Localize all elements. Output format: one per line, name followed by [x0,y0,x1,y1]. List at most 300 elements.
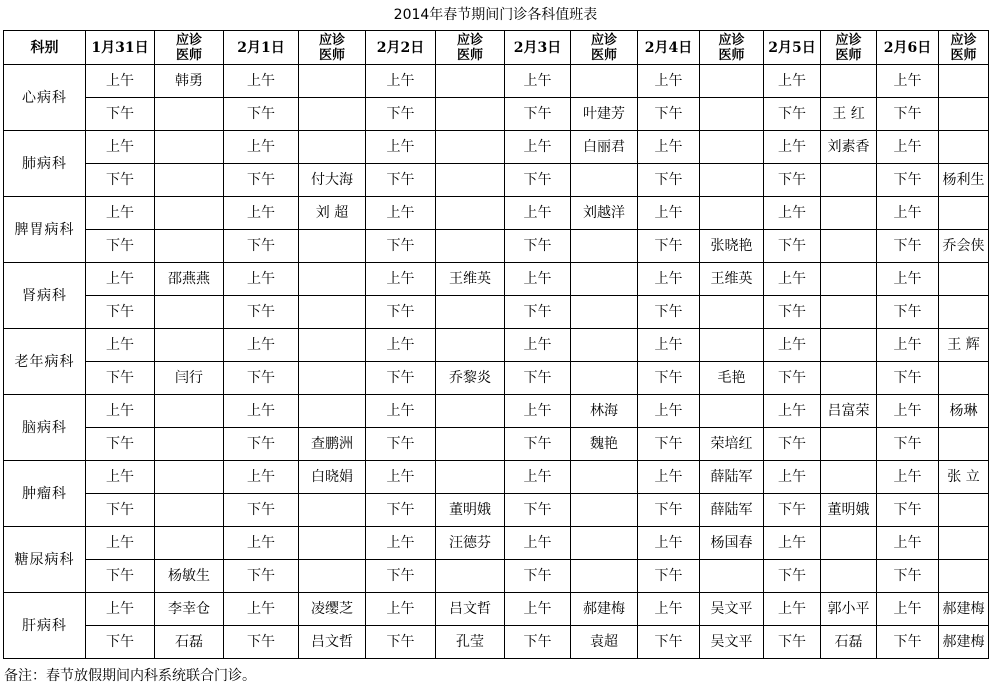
shift-cell: 上午 [877,395,939,428]
header-doctor-top: 应诊 [456,32,483,48]
doctor-cell [939,131,989,164]
doctor-cell [700,98,764,131]
doctor-cell [436,560,505,593]
header-doctor-bottom: 医师 [175,47,202,63]
shift-cell: 下午 [366,560,436,593]
department-name: 脑病科 [4,395,86,461]
doctor-cell [155,164,224,197]
doctor-cell: 董明娥 [436,494,505,527]
table-row [4,626,989,659]
doctor-cell [571,329,638,362]
doctor-cell [436,164,505,197]
shift-cell: 上午 [224,65,299,98]
department-name: 肺病科 [4,131,86,197]
doctor-cell [155,230,224,263]
shift-cell: 上午 [638,461,700,494]
shift-cell: 上午 [86,263,155,296]
shift-cell: 上午 [366,461,436,494]
header-day: 2月3日 [505,31,571,65]
shift-cell: 下午 [764,494,821,527]
header-day: 2月6日 [877,31,939,65]
shift-cell: 上午 [86,329,155,362]
header-doctor-top: 应诊 [590,32,617,48]
table-row [4,395,989,428]
doctor-cell [821,230,877,263]
shift-cell: 上午 [764,593,821,626]
header-doctor [571,31,638,65]
doctor-cell [299,230,366,263]
doctor-cell [299,65,366,98]
shift-cell: 上午 [877,527,939,560]
shift-cell: 下午 [638,98,700,131]
doctor-cell [299,98,366,131]
shift-cell: 下午 [638,494,700,527]
doctor-cell: 毛艳 [700,362,764,395]
table-row [4,329,989,362]
department-name: 肾病科 [4,263,86,329]
doctor-cell: 张晓艳 [700,230,764,263]
shift-cell: 下午 [86,164,155,197]
shift-cell: 上午 [86,197,155,230]
header-doctor-top: 应诊 [835,32,862,48]
doctor-cell: 郝建梅 [571,593,638,626]
doctor-cell: 李幸仓 [155,593,224,626]
shift-cell: 下午 [638,164,700,197]
shift-cell: 下午 [638,296,700,329]
doctor-cell: 林海 [571,395,638,428]
doctor-cell [700,164,764,197]
shift-cell: 下午 [224,362,299,395]
department-name: 糖尿病科 [4,527,86,593]
doctor-cell [299,527,366,560]
shift-cell: 上午 [86,461,155,494]
doctor-cell [436,131,505,164]
table-row [4,263,989,296]
shift-cell: 上午 [877,329,939,362]
doctor-cell [939,98,989,131]
doctor-cell [939,197,989,230]
shift-cell: 上午 [86,527,155,560]
shift-cell: 上午 [877,197,939,230]
shift-cell: 下午 [366,230,436,263]
table-row [4,527,989,560]
shift-cell: 上午 [224,263,299,296]
doctor-cell [821,362,877,395]
shift-cell: 上午 [505,329,571,362]
table-row [4,428,989,461]
shift-cell: 下午 [638,230,700,263]
doctor-cell [299,131,366,164]
shift-cell: 下午 [638,362,700,395]
shift-cell: 下午 [86,98,155,131]
shift-cell: 下午 [505,362,571,395]
shift-cell: 上午 [764,131,821,164]
doctor-cell: 王 红 [821,98,877,131]
header-day: 2月5日 [764,31,821,65]
doctor-cell [571,263,638,296]
doctor-cell: 杨琳 [939,395,989,428]
doctor-cell: 吕文哲 [436,593,505,626]
doctor-cell [436,395,505,428]
shift-cell: 下午 [877,626,939,659]
shift-cell: 上午 [366,527,436,560]
roster-body [4,31,989,659]
shift-cell: 上午 [505,395,571,428]
shift-cell: 下午 [86,362,155,395]
shift-cell: 上午 [877,65,939,98]
shift-cell: 上午 [86,395,155,428]
header-doctor-bottom: 医师 [950,47,977,63]
shift-cell: 上午 [638,65,700,98]
doctor-cell [821,527,877,560]
table-row [4,65,989,98]
doctor-cell: 杨利生 [939,164,989,197]
doctor-cell [155,98,224,131]
shift-cell: 下午 [505,560,571,593]
shift-cell: 上午 [877,263,939,296]
shift-cell: 下午 [224,164,299,197]
doctor-cell: 郭小平 [821,593,877,626]
shift-cell: 下午 [224,626,299,659]
shift-cell: 下午 [764,428,821,461]
header-day: 1月31日 [86,31,155,65]
header-doctor [700,31,764,65]
shift-cell: 上午 [86,131,155,164]
shift-cell: 下午 [764,230,821,263]
doctor-cell: 乔会侠 [939,230,989,263]
department-name: 老年病科 [4,329,86,395]
department-name: 心病科 [4,65,86,131]
header-doctor-bottom: 医师 [318,47,345,63]
shift-cell: 上午 [764,65,821,98]
table-row [4,131,989,164]
doctor-cell: 袁超 [571,626,638,659]
doctor-cell [821,197,877,230]
doctor-cell: 韩勇 [155,65,224,98]
shift-cell: 下午 [224,560,299,593]
shift-cell: 上午 [505,593,571,626]
doctor-cell [821,329,877,362]
header-doctor-bottom: 医师 [718,47,745,63]
doctor-cell: 凌缨芝 [299,593,366,626]
shift-cell: 下午 [86,626,155,659]
doctor-cell: 叶建芳 [571,98,638,131]
doctor-cell [436,197,505,230]
doctor-cell [571,296,638,329]
doctor-cell: 杨国春 [700,527,764,560]
shift-cell: 上午 [224,329,299,362]
doctor-cell [155,131,224,164]
doctor-cell [821,65,877,98]
shift-cell: 下午 [366,362,436,395]
shift-cell: 下午 [877,230,939,263]
doctor-cell: 白晓娟 [299,461,366,494]
shift-cell: 下午 [877,494,939,527]
shift-cell: 下午 [224,230,299,263]
doctor-cell: 石磊 [155,626,224,659]
doctor-cell [700,560,764,593]
doctor-cell [939,263,989,296]
shift-cell: 下午 [505,626,571,659]
doctor-cell: 孔莹 [436,626,505,659]
shift-cell: 上午 [877,461,939,494]
doctor-cell [700,395,764,428]
doctor-cell: 刘素香 [821,131,877,164]
shift-cell: 上午 [505,131,571,164]
shift-cell: 上午 [764,395,821,428]
shift-cell: 上午 [505,197,571,230]
shift-cell: 下午 [638,626,700,659]
doctor-cell: 杨敏生 [155,560,224,593]
header-doctor-top: 应诊 [175,32,202,48]
doctor-cell [436,461,505,494]
shift-cell: 下午 [505,494,571,527]
doctor-cell: 吴文平 [700,593,764,626]
doctor-cell: 王维英 [700,263,764,296]
shift-cell: 上午 [366,65,436,98]
table-row [4,230,989,263]
header-doctor-bottom: 医师 [590,47,617,63]
doctor-cell: 邵燕燕 [155,263,224,296]
doctor-cell [700,197,764,230]
doctor-cell [700,131,764,164]
doctor-cell [939,560,989,593]
shift-cell: 上午 [366,329,436,362]
header-day: 2月1日 [224,31,299,65]
doctor-cell [299,494,366,527]
shift-cell: 上午 [764,197,821,230]
shift-cell: 上午 [86,65,155,98]
doctor-cell [571,461,638,494]
shift-cell: 下午 [638,428,700,461]
doctor-cell [939,494,989,527]
shift-cell: 上午 [638,329,700,362]
doctor-cell [155,527,224,560]
duty-roster-table [3,30,989,659]
doctor-cell: 刘越洋 [571,197,638,230]
shift-cell: 下午 [224,98,299,131]
department-name: 肝病科 [4,593,86,659]
doctor-cell [436,230,505,263]
shift-cell: 下午 [764,296,821,329]
table-row [4,362,989,395]
shift-cell: 下午 [366,296,436,329]
shift-cell: 上午 [366,263,436,296]
header-doctor-bottom: 医师 [456,47,483,63]
shift-cell: 下午 [764,164,821,197]
doctor-cell: 吴文平 [700,626,764,659]
shift-cell: 下午 [505,164,571,197]
footnote: 备注：春节放假期间内科系统联合门诊。 [4,668,256,684]
doctor-cell: 汪德芬 [436,527,505,560]
table-row [4,560,989,593]
doctor-cell [155,461,224,494]
header-doctor-top: 应诊 [950,32,977,48]
shift-cell: 上午 [764,461,821,494]
doctor-cell: 乔黎炎 [436,362,505,395]
department-name: 脾胃病科 [4,197,86,263]
shift-cell: 下午 [86,494,155,527]
shift-cell: 下午 [366,494,436,527]
header-day: 2月4日 [638,31,700,65]
doctor-cell [155,197,224,230]
shift-cell: 下午 [877,362,939,395]
table-row [4,98,989,131]
shift-cell: 上午 [764,527,821,560]
shift-cell: 下午 [86,230,155,263]
shift-cell: 下午 [366,428,436,461]
doctor-cell [299,263,366,296]
shift-cell: 上午 [764,263,821,296]
doctor-cell [939,527,989,560]
shift-cell: 上午 [877,593,939,626]
doctor-cell: 王维英 [436,263,505,296]
doctor-cell [939,362,989,395]
header-doctor [155,31,224,65]
doctor-cell [571,527,638,560]
header-doctor [436,31,505,65]
doctor-cell [821,164,877,197]
doctor-cell: 闫行 [155,362,224,395]
doctor-cell: 郝建梅 [939,593,989,626]
shift-cell: 上午 [505,65,571,98]
shift-cell: 下午 [764,362,821,395]
shift-cell: 上午 [505,461,571,494]
doctor-cell [939,428,989,461]
shift-cell: 下午 [224,494,299,527]
shift-cell: 上午 [224,593,299,626]
header-dept: 科别 [4,31,86,65]
doctor-cell: 董明娥 [821,494,877,527]
shift-cell: 上午 [366,593,436,626]
shift-cell: 下午 [366,626,436,659]
shift-cell: 上午 [638,527,700,560]
doctor-cell [700,296,764,329]
table-row [4,296,989,329]
shift-cell: 下午 [877,428,939,461]
shift-cell: 上午 [366,395,436,428]
shift-cell: 下午 [86,428,155,461]
table-row [4,494,989,527]
doctor-cell: 郝建梅 [939,626,989,659]
shift-cell: 上午 [224,461,299,494]
doctor-cell [155,494,224,527]
shift-cell: 下午 [877,164,939,197]
doctor-cell [571,65,638,98]
doctor-cell [436,329,505,362]
header-day: 2月2日 [366,31,436,65]
shift-cell: 上午 [86,593,155,626]
doctor-cell [436,65,505,98]
shift-cell: 上午 [638,263,700,296]
shift-cell: 上午 [638,395,700,428]
doctor-cell [155,329,224,362]
shift-cell: 上午 [505,527,571,560]
shift-cell: 下午 [764,626,821,659]
header-row [4,31,989,65]
shift-cell: 上午 [224,527,299,560]
shift-cell: 上午 [638,131,700,164]
shift-cell: 上午 [638,197,700,230]
doctor-cell: 荣培红 [700,428,764,461]
table-row [4,593,989,626]
doctor-cell [436,296,505,329]
doctor-cell [571,494,638,527]
doctor-cell [571,362,638,395]
shift-cell: 上午 [505,263,571,296]
doctor-cell [571,230,638,263]
shift-cell: 下午 [877,296,939,329]
doctor-cell [299,296,366,329]
shift-cell: 下午 [366,98,436,131]
header-doctor [821,31,877,65]
shift-cell: 下午 [505,428,571,461]
shift-cell: 下午 [224,296,299,329]
department-name: 肿瘤科 [4,461,86,527]
doctor-cell [700,329,764,362]
shift-cell: 上午 [366,131,436,164]
header-doctor [939,31,989,65]
doctor-cell [821,263,877,296]
doctor-cell [155,296,224,329]
doctor-cell: 白丽君 [571,131,638,164]
shift-cell: 下午 [877,560,939,593]
shift-cell: 上午 [224,131,299,164]
shift-cell: 下午 [764,560,821,593]
doctor-cell: 张 立 [939,461,989,494]
doctor-cell: 薛陆军 [700,494,764,527]
doctor-cell [700,65,764,98]
doctor-cell: 薛陆军 [700,461,764,494]
doctor-cell [299,362,366,395]
shift-cell: 下午 [224,428,299,461]
doctor-cell: 付大海 [299,164,366,197]
shift-cell: 上午 [764,329,821,362]
doctor-cell [571,560,638,593]
header-doctor [299,31,366,65]
shift-cell: 上午 [638,593,700,626]
page-title: 2014年春节期间门诊各科值班表 [393,7,598,23]
doctor-cell [821,461,877,494]
doctor-cell: 吕文哲 [299,626,366,659]
doctor-cell [436,428,505,461]
shift-cell: 上午 [366,197,436,230]
doctor-cell [821,296,877,329]
doctor-cell [939,65,989,98]
shift-cell: 下午 [366,164,436,197]
doctor-cell [299,560,366,593]
doctor-cell: 石磊 [821,626,877,659]
shift-cell: 下午 [505,296,571,329]
shift-cell: 上午 [224,395,299,428]
shift-cell: 下午 [638,560,700,593]
doctor-cell [155,428,224,461]
shift-cell: 下午 [877,98,939,131]
shift-cell: 上午 [877,131,939,164]
table-row [4,164,989,197]
doctor-cell [155,395,224,428]
doctor-cell [939,296,989,329]
shift-cell: 上午 [224,197,299,230]
doctor-cell [299,395,366,428]
header-doctor-bottom: 医师 [835,47,862,63]
doctor-cell: 王 辉 [939,329,989,362]
shift-cell: 下午 [86,560,155,593]
shift-cell: 下午 [764,98,821,131]
shift-cell: 下午 [505,98,571,131]
header-doctor-top: 应诊 [718,32,745,48]
doctor-cell [571,164,638,197]
